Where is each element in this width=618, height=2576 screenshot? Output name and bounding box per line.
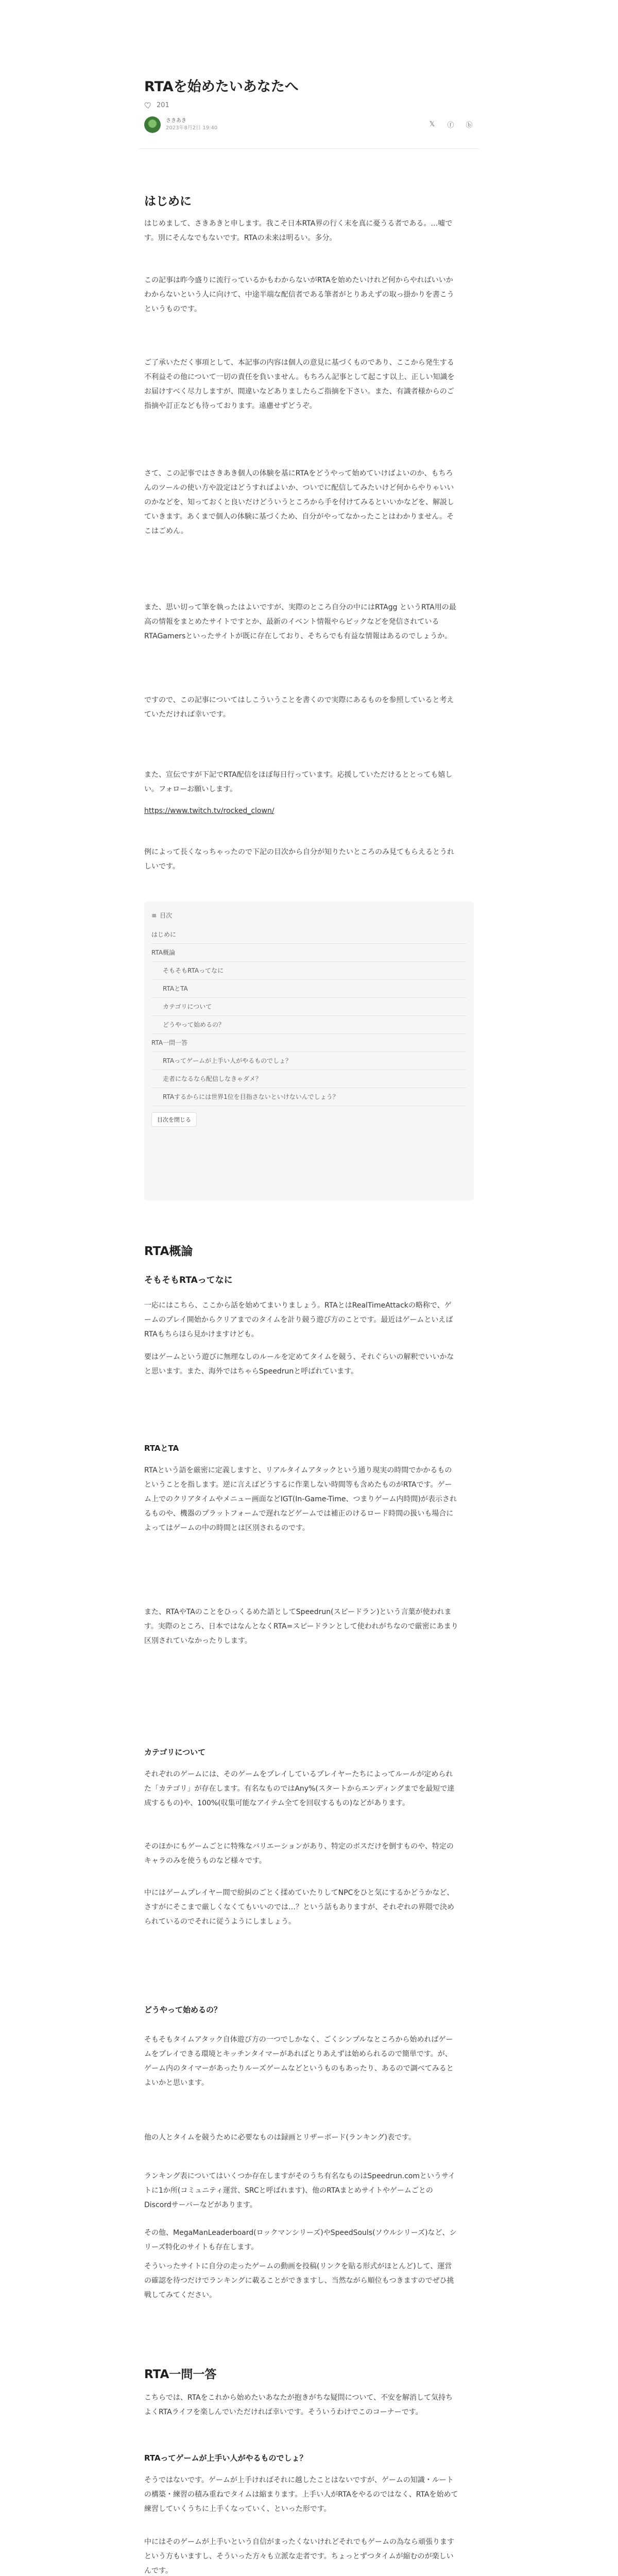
intro-paragraph: 例によって長くなっちゃったので下記の目次から自分が知りたいところのみ見てもらえるとうれしいです。 [144, 848, 454, 871]
toc-item[interactable]: 走者になるなら配信しなきゃダメ？ [151, 1070, 467, 1088]
overview-paragraph: 要はゲームという遊びに無理なしのルールを定めてタイムを競う、それぐらいの解釈でいいかなと思います。また、海外ではちゃらSpeedrunと呼ばれています。 [144, 1353, 454, 1376]
avatar[interactable] [144, 116, 161, 133]
overview-paragraph: 中にはゲームプレイヤー間で紛糾のごとく揉めていたりしてNPCをひと気にするかどうかなど、さすがにそこまで厳しくなくてもいいのでは…？という話もありますが、それぞれの界隈で決められているのでそれに従うようにしましょう。 [144, 1889, 454, 1926]
overview-paragraph: そういったサイトに自分の走ったゲームの動画を投稿(リンクを貼る形式がほとんど)して、運営の確認を待つだけでランキングに載ることができますし、当然ながら順位もつきますのでぜひ挑戦してみてください。 [144, 2262, 454, 2299]
heart-icon[interactable] [144, 101, 152, 109]
intro-paragraph: さて、この記事ではさきあき個人の体験を基にRTAをどうやって始めていけばよいのか、もちろんのツールの使い方や設定はどうすればよいか、ついでに配信してみたいけど何からやりゃいいのかなどを、知っておくと良いだけどういうところから手を付けてみるといいかなどを、解説していきます。あくまで個人の体験に基づくため、自分がやってなかったことはわかりません。そこはごめん。 [144, 469, 454, 535]
qa-paragraph: こちらでは、RTAをこれから始めたいあなたが抱きがちな疑問について、不安を解消して気持ちよくRTAライフを楽しんでいただければ幸いです。そういうわけでこのコーナーです。 [144, 2394, 453, 2416]
toc-header [151, 911, 467, 920]
intro-paragraph: はじめまして、さきあきと申します。我こそ日本RTA界の行く末を真に憂うる者である。…嘘です。別にそんなでもないです。RTAの未来は明るい。多分。 [144, 219, 453, 242]
heading-intro: はじめに [144, 195, 192, 208]
intro-paragraph: ですので、この記事についてはしこういうことを書くので実際にあるものを参照していると考えていただければ幸いです。 [144, 696, 454, 719]
facebook-icon[interactable]: ⓕ [447, 121, 454, 129]
heading-qa: RTA一問一答 [144, 2368, 217, 2381]
qa-paragraph: 中にはそのゲームが上手いという自信がまったくないけれどそれでもゲームの為なら頑張りますという方もいますし、そういった方々も立派な走者です。ちょっとずつタイムが縮むのが楽しいんです。 [144, 2538, 454, 2575]
intro-paragraph: ご了承いただく事項として、本記事の内容は個人の意見に基づくものであり、ここから発生する不利益その他について一切の責任を負いません。もちろん記事として起こす以上、正しい知識をお届けすべく尽力しますが、間違いなどありましたらご指摘を下さい。また、有識者様からのご指摘や訂正なども待っております。遠慮せずどうぞ。 [144, 359, 455, 410]
toc-item[interactable]: RTA一問一答 [151, 1034, 467, 1052]
heading-overview: RTA概論 [144, 1245, 193, 1258]
overview-paragraph: また、RTAやTAのことをひっくるめた語としてSpeedrun(スピードラン)という言葉が使われます。実際のところ、日本ではなんとなくRTA=スピードランとして使われがちなので厳密にあまり区別されていなかったりします。 [144, 1608, 458, 1645]
intro-paragraph: また、思い切って筆を執ったはよいですが、実際のところ自分の中にはRTAgg というRTA用の最高の情報をまとめたサイトですとか、最新のイベント情報やらピックなどを発信されているRTAGamersといったサイトが既に存在しており、そちらでも有益な情報はあるのでしょうか。 [144, 603, 456, 640]
publish-date: 2023年8月2日 19:40 [166, 125, 218, 131]
overview-paragraph: その他、MegaManLeaderboard(ロックマンシリーズ)やSpeedSouls(ソウルシリーズ)など、シリーズ特化のサイトも存在します。 [144, 2229, 457, 2251]
table-of-contents [144, 902, 474, 1200]
overview-paragraph: そもそもタイムアタック自体遊び方の一つでしかなく、ごくシンプルなところから始めればゲームをプレイできる環境とキッチンタイマーがあればとりあえずは始められるので簡単です。が、ゲーム内のタイマーがあったりルーズゲームなどというものもあったり、あるので調べてみるとよいかと思います。 [144, 2036, 454, 2087]
toc-item[interactable]: はじめに [151, 926, 467, 944]
subheading: どうやって始めるの？ [144, 2005, 222, 2014]
twitch-link[interactable]: https://www.twitch.tv/rocked_clown/ [144, 807, 274, 815]
overview-paragraph: 他の人とタイムを競うために必要なものは録画とリザーボード(ランキング)表です。 [144, 2133, 416, 2142]
overview-paragraph: 一応にはこちら、ここから話を始めてまいりましょう。RTAとはRealTimeAttackの略称で、ゲームのプレイ開始からクリアまでのタイムを計り競う遊び方のことです。最近はゲームといえばRTAもちらほら見かけますけども。 [144, 1301, 453, 1338]
toc-item[interactable]: そもそもRTAってなに [151, 962, 467, 980]
like-count: 201 [157, 101, 169, 109]
hatena-icon[interactable]: ⓑ [466, 121, 473, 129]
intro-paragraph: また、宣伝ですが下記でRTA配信をほぼ毎日行っています。応援していただけるととっても嬉しい。フォローお願いします。 [144, 771, 453, 793]
header-divider [139, 148, 479, 149]
overview-paragraph: ランキング表についてはいくつか存在しますがそのうち有名なものはSpeedrun.comというサイトに1か所(コミュニティ運営、SRCと呼ばれます)、他のRTAまとめサイトやゲームごとのDiscordサーバーなどがあります。 [144, 2172, 456, 2209]
qa-paragraph: そうではないです。ゲームが上手ければそれに越したことはないですが、ゲームの知識・ルートの構築・練習の積み重ねでタイムは縮まります。上手い人がRTAをやるのではなく、RTAを始めて練習していくうちに上手くなっていく、といった形です。 [144, 2476, 458, 2513]
share-buttons [427, 120, 474, 129]
article-title: RTAを始めたいあなたへ [144, 79, 299, 95]
x-icon[interactable]: 𝕏 [429, 120, 435, 128]
list-icon: ≡ [151, 911, 157, 919]
toc-item[interactable]: カテゴリについて [151, 998, 467, 1016]
subheading: RTAとTA [144, 1444, 179, 1453]
subheading: カテゴリについて [144, 1748, 206, 1757]
toc-close-button[interactable]: 目次を閉じる [151, 1112, 197, 1127]
subheading: RTAってゲームが上手い人がやるものでしょ？ [144, 2453, 307, 2463]
toc-item[interactable]: RTAするからには世界1位を目指さないといけないんでしょう？ [151, 1088, 467, 1106]
intro-paragraph: この記事は昨今盛りに流行っているかもわからないがRTAを始めたいけれど何からやればいいかわからないという人に向けて、中途半端な配信者である筆者がとりあえずの取っ掛かりを書こうというものです。 [144, 276, 454, 313]
author-name[interactable]: さきあき [166, 118, 186, 124]
like-counter[interactable] [144, 101, 169, 109]
overview-paragraph: そのほかにもゲームごとに特殊なバリエーションがあり、特定のボスだけを倒すものや、特定のキャラのみを使うものなど様々です。 [144, 1842, 454, 1865]
toc-item[interactable]: どうやって始めるの？ [151, 1016, 467, 1034]
toc-item[interactable]: RTA概論 [151, 944, 467, 962]
toc-item[interactable]: RTAってゲームが上手い人がやるものでしょ？ [151, 1052, 467, 1070]
overview-paragraph: それぞれのゲームには、そのゲームをプレイしているプレイヤーたちによってルールが定められた「カテゴリ」が存在します。有名なものではAny%(スタートからエンディングまでを最短で達成するもの)や、100%(収集可能なアイテム全てを回収するもの)などがあります。 [144, 1770, 455, 1807]
subheading: そもそもRTAってなに [144, 1275, 233, 1285]
toc-label: 目次 [160, 912, 173, 919]
author-block[interactable] [144, 116, 217, 133]
toc-item[interactable]: RTAとTA [151, 980, 467, 998]
overview-paragraph: RTAという語を厳密に定義しますと、リアルタイムアタックという通り現実の時間でかかるものということを指します。逆に言えばどうするに作業しない時間等も含めたものがRTAです。ゲーム上でのクリアタイムやメニュー画面などIGT(In-Game-Time、つまりゲーム内時間)が表示されるものや、機器のプラットフォームで遅れなどゲームでは補正のけるロード時間の扱いも場合によってはゲームの中の時間とは区別されるのです。 [144, 1466, 457, 1532]
